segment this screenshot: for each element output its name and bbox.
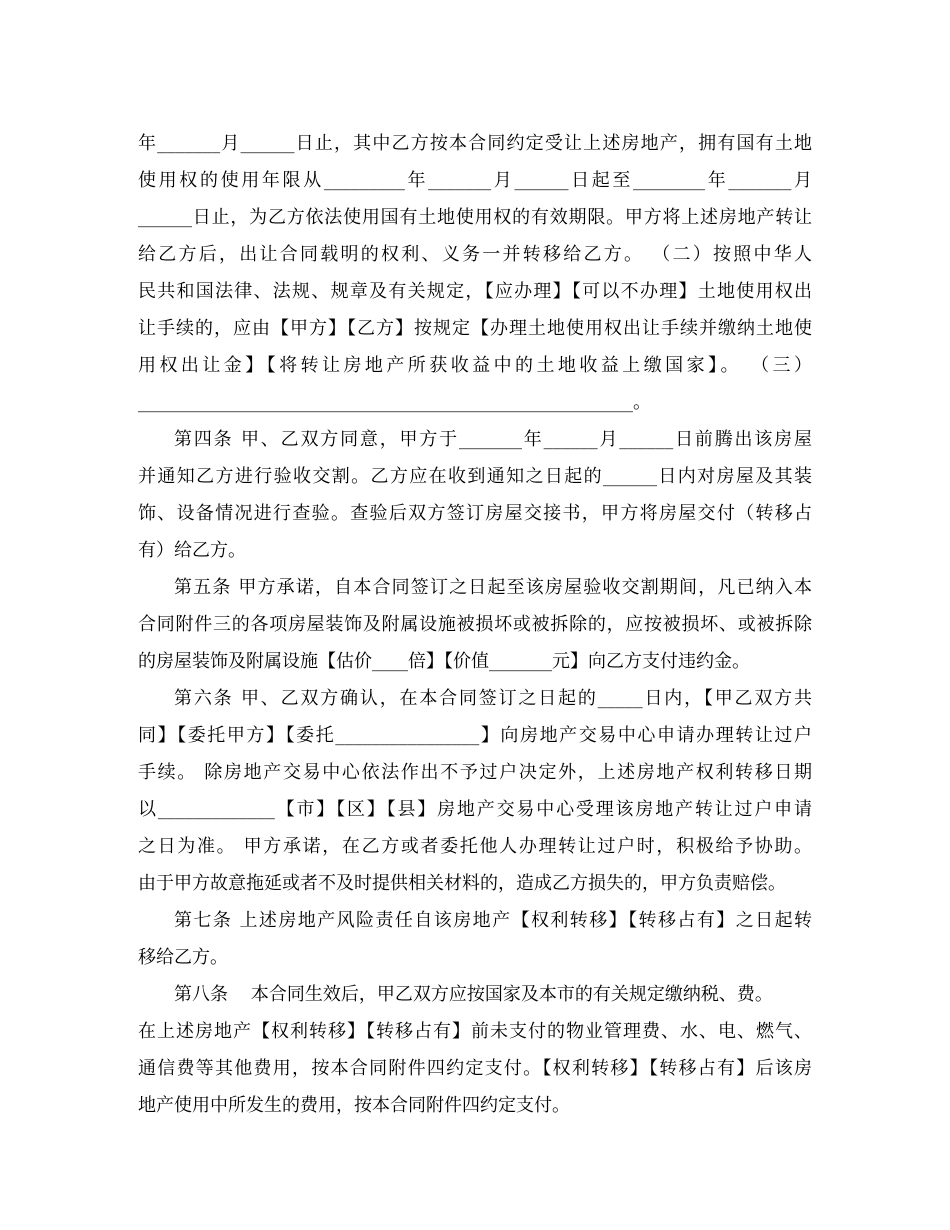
article-7-line: 第七条 上述房地产风险责任自该房地产【权利转移】【转移占有】之日起转 <box>174 910 812 931</box>
text-line: ______日止，为乙方依法使用国有土地使用权的有效期限。甲方将上述房地产转让 <box>138 207 812 228</box>
text-line: 在上述房地产【权利转移】【转移占有】前未支付的物业管理费、水、电、燃气、 <box>138 1021 812 1042</box>
text-line: 饰、设备情况进行查验。查验后双方签订房屋交接书，甲方将房屋交付（转移占 <box>138 503 812 524</box>
text-line: 通信费等其他费用，按本合同附件四约定支付。【权利转移】【转移占有】后该房 <box>138 1058 812 1079</box>
text-line: 给乙方后，出让合同载明的权利、义务一并转移给乙方。 （二）按照中华人 <box>138 244 812 265</box>
text-line: 年_______月______日止，其中乙方按本合同约定受让上述房地产，拥有国有土地 <box>138 133 812 154</box>
text-line: 由于甲方故意拖延或者不及时提供相关材料的，造成乙方损失的，甲方负责赔偿。 <box>138 873 786 894</box>
article-5-line: 第五条 甲方承诺，自本合同签订之日起至该房屋验收交割期间，凡已纳入本 <box>174 577 812 598</box>
text-line: 并通知乙方进行验收交割。乙方应在收到通知之日起的______日内对房屋及其装 <box>138 466 812 487</box>
text-line: 以_____________【市】【区】【县】房地产交易中心受理该房地产转让过户申请 <box>138 799 812 820</box>
text-line: 用权出让金】【将转让房地产所获收益中的土地收益上缴国家】。 （三） <box>138 355 812 376</box>
text-line: 让手续的，应由【甲方】【乙方】按规定【办理土地使用权出让手续并缴纳土地使 <box>138 318 812 339</box>
text-line: 有）给乙方。 <box>138 540 246 561</box>
text-line: 手续。 除房地产交易中心依法作出不予过户决定外，上述房地产权利转移日期 <box>138 762 812 783</box>
text-line: 民共和国法律、法规、规章及有关规定，【应办理】【可以不办理】土地使用权出 <box>138 281 812 302</box>
text-line: 的房屋装饰及附属设施【估价____倍】【价值_______元】向乙方支付违约金。 <box>138 651 750 672</box>
text-line: 使用权的使用年限从_________年_______月______日起至________年_______月 <box>138 170 812 191</box>
text-line: 合同附件三的各项房屋装饰及附属设施被损坏或被拆除的，应按被损坏、或被拆除 <box>138 614 812 635</box>
text-line: 同】【委托甲方】【委托________________】向房地产交易中心申请办理转让过户 <box>138 725 812 746</box>
text-line: 地产使用中所发生的费用，按本合同附件四约定支付。 <box>138 1095 570 1116</box>
article-8-line: 第八条 本合同生效后，甲乙双方应按国家及本市的有关规定缴纳税、费。 <box>174 984 773 1005</box>
text-line: _______________________________________________________。 <box>138 392 651 413</box>
contract-body <box>138 125 812 1124</box>
article-4-line: 第四条 甲、乙双方同意，甲方于_______年______月______日前腾出该房屋 <box>174 429 812 450</box>
text-line: 之日为准。 甲方承诺，在乙方或者委托他人办理转让过户时，积极给予协助。 <box>138 836 812 857</box>
article-6-line: 第六条 甲、乙双方确认，在本合同签订之日起的_____日内，【甲乙双方共 <box>174 688 812 709</box>
text-line: 移给乙方。 <box>138 947 228 968</box>
